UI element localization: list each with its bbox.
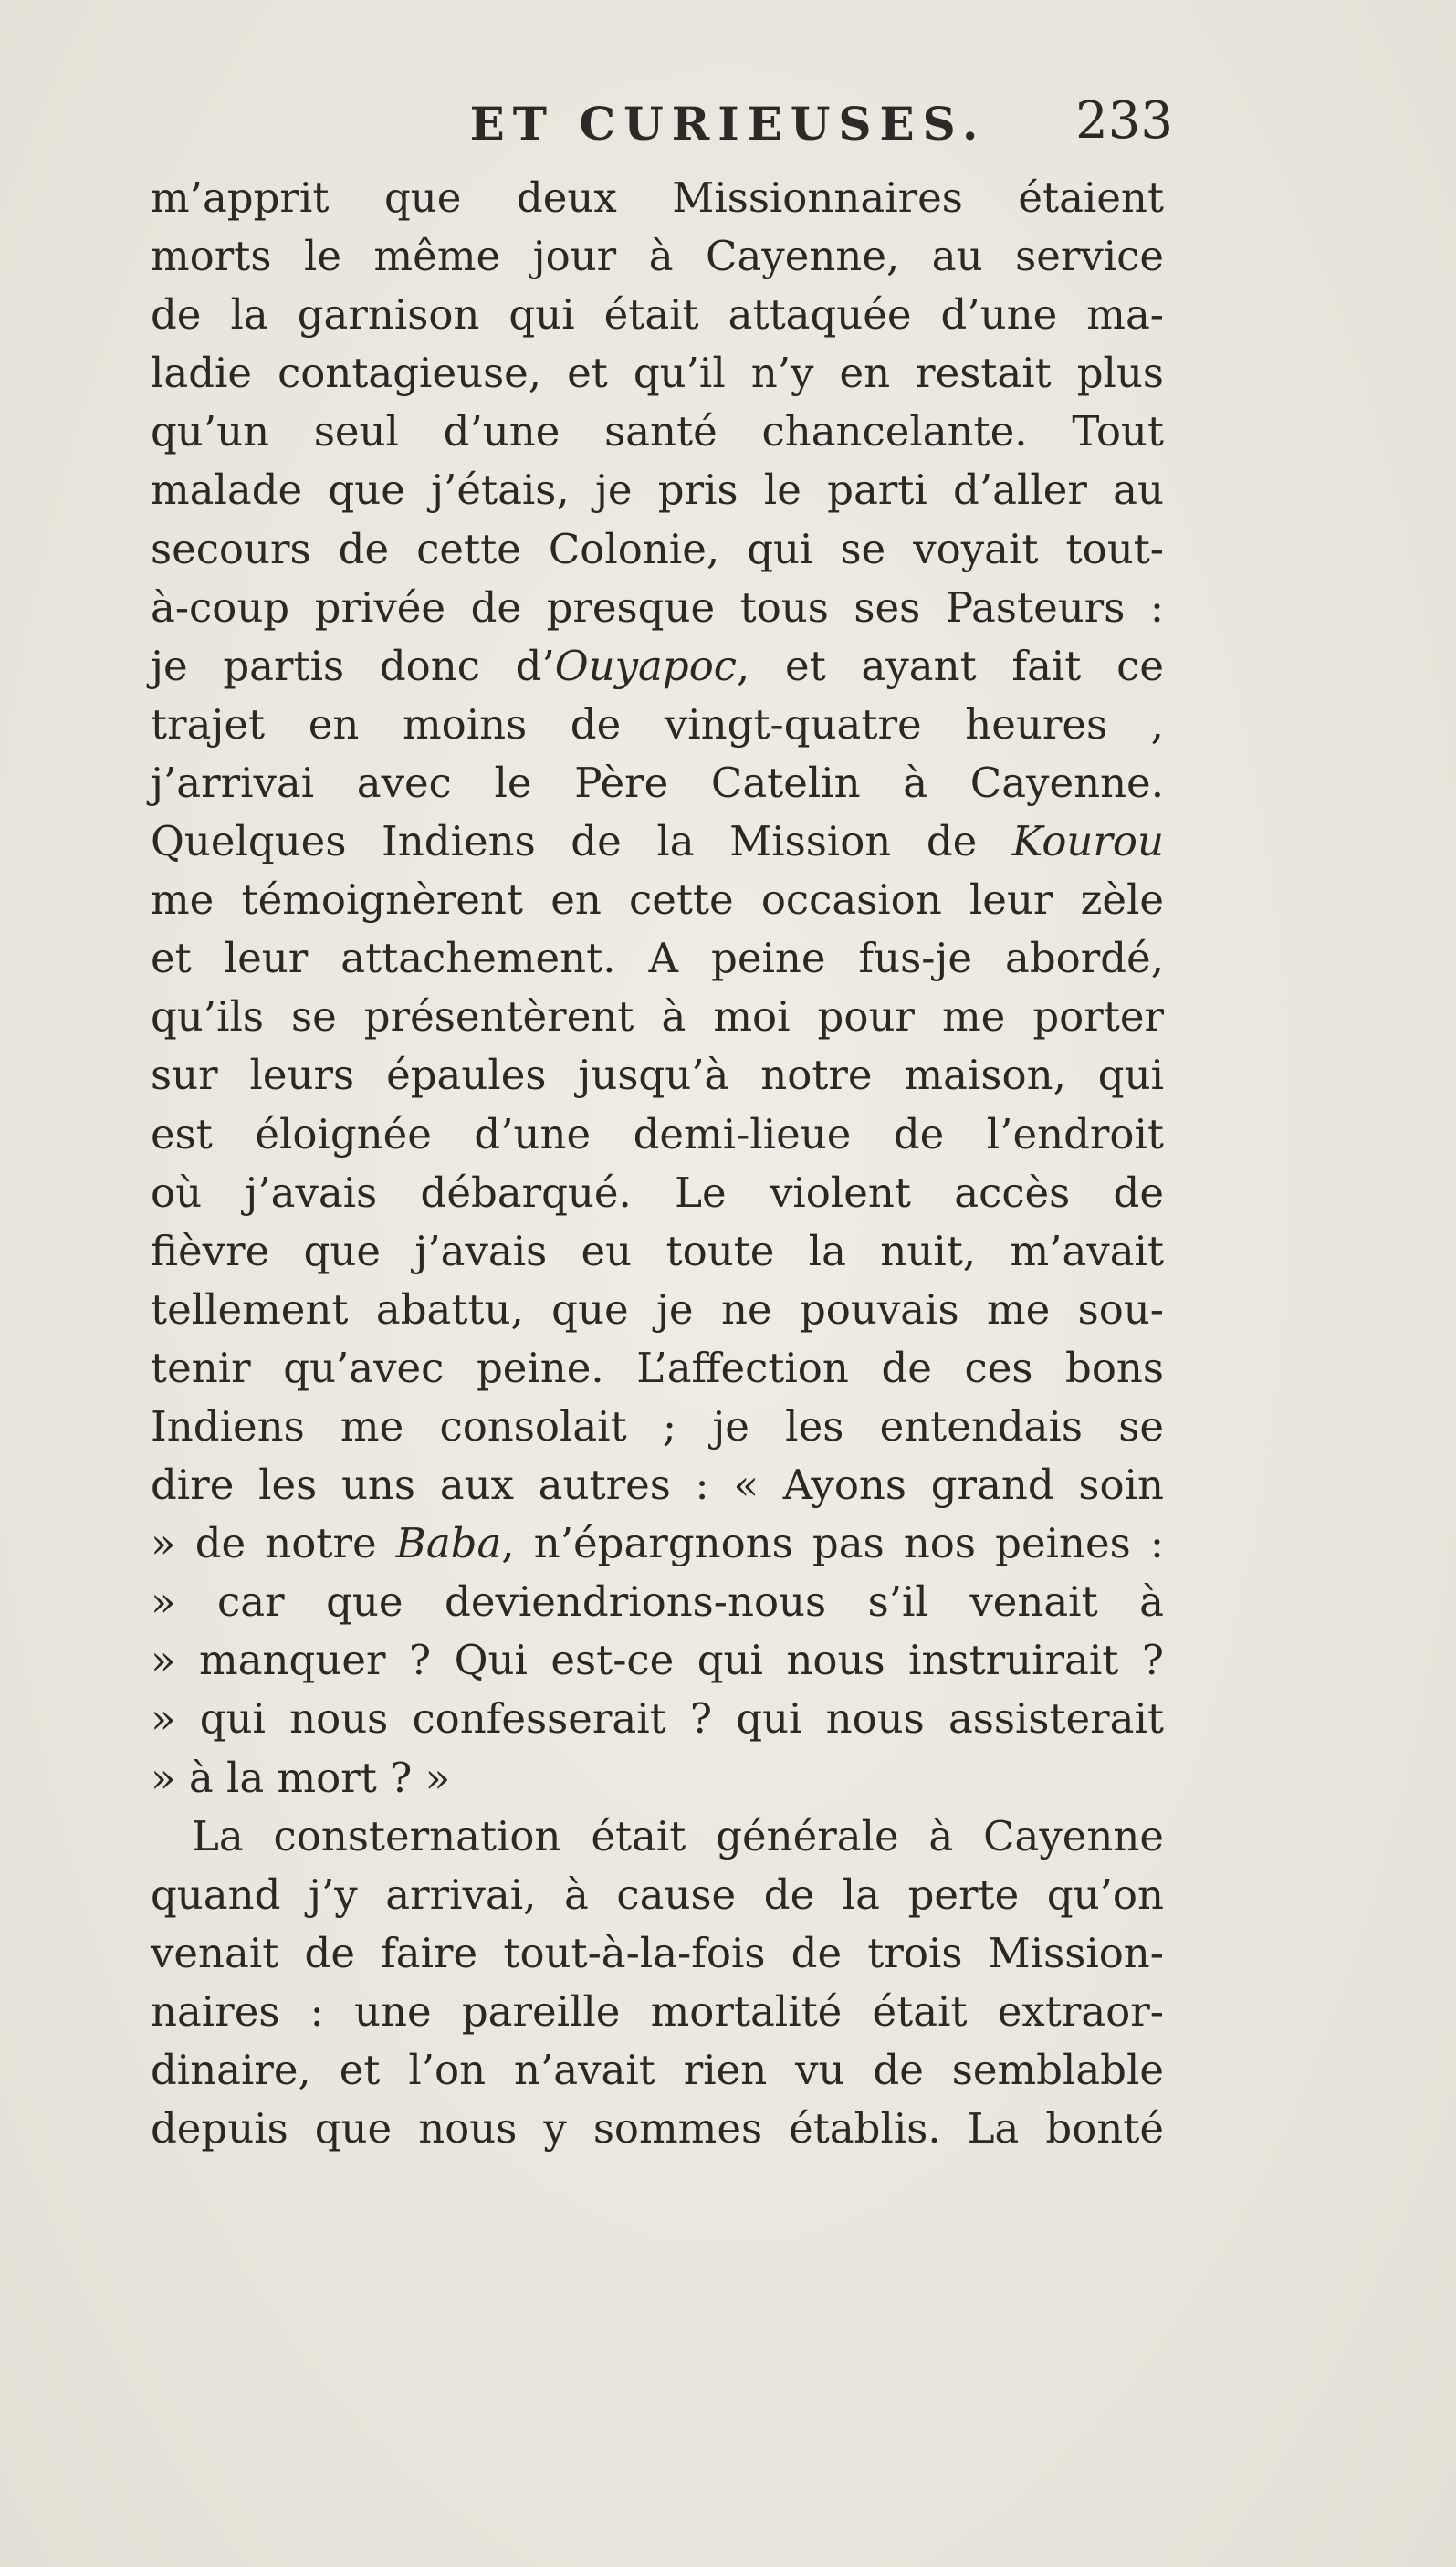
text-line: dire les uns aux autres : « Ayons grand soin [151,1461,1164,1510]
text-line: fièvre que j’avais eu toute la nuit, m’avait [151,1226,1164,1275]
text-line: à-coup privée de presque tous ses Pasteurs : [151,582,1164,632]
text-line [151,637,1164,696]
text-line: naires : une pareille mortalité était extraor- [151,1986,1164,2036]
text-line: où j’avais débarqué. Le violent accès de [151,1168,1164,1217]
running-head: ET CURIEUSES. [469,97,987,151]
text-line [151,1514,1164,1573]
text-line: La consternation était générale à Cayenne [192,1811,1164,1860]
text-line: » car que deviendrions-nous s’il venait à [151,1577,1164,1627]
text-line: venait de faire tout-à-la-fois de trois Mission- [151,1928,1164,1977]
text-line: trajet en moins de vingt-quatre heures , [151,699,1164,749]
text-line: sur leurs épaules jusqu’à notre maison, qui [151,1051,1164,1100]
text-line: malade que j’étais, je pris le parti d’aller au [151,466,1164,515]
text-line: et leur attachement. A peine fus-je abordé, [151,934,1164,983]
text-line: m’apprit que deux Missionnaires étaient [151,173,1164,222]
text-line: » qui nous confesserait ? qui nous assisterait [151,1694,1164,1744]
text-run: je partis donc d’ [151,641,555,690]
text-line: de la garnison qui était attaquée d’une ma- [151,290,1164,340]
text-line: est éloignée d’une demi-lieue de l’endroit [151,1109,1164,1158]
word-baba: Baba [395,1519,502,1568]
text-line: morts le même jour à Cayenne, au service [151,232,1164,281]
text-line: qu’un seul d’une santé chancelante. Tout [151,407,1164,456]
text-line: dinaire, et l’on n’avait rien vu de semblable [151,2046,1164,2094]
page-number: 233 [1075,91,1173,151]
text-line: quand j’y arrivai, à cause de la perte qu’on [151,1870,1164,1919]
text-line: » à la mort ? » [151,1753,451,1802]
place-name-ouyapoc: Ouyapoc [554,641,737,690]
body-text [151,169,1164,2158]
text-run: Quelques Indiens de la Mission de [151,817,1012,866]
text-line: Indiens me consolait ; je les entendais se [151,1401,1164,1451]
text-line: depuis que nous y sommes établis. La bonté [151,2104,1164,2153]
place-name-kourou: Kourou [1011,817,1164,866]
text-line: » manquer ? Qui est-ce qui nous instruirait ? [151,1636,1164,1685]
text-line [151,812,1164,871]
text-run: , n’épargnons pas nos peines : [501,1519,1164,1568]
text-line: qu’ils se présentèrent à moi pour me porter [151,992,1164,1042]
text-line: j’arrivai avec le Père Catelin à Cayenne. [151,758,1164,807]
text-line: tenir qu’avec peine. L’affection de ces bons [151,1343,1164,1392]
text-run: , et ayant fait ce [737,641,1164,690]
text-line: tellement abattu, que je ne pouvais me sou- [151,1284,1164,1334]
text-line: ladie contagieuse, et qu’il n’y en restait plus [151,349,1164,398]
text-line: secours de cette Colonie, qui se voyait tout- [151,524,1164,573]
text-run: » de notre [151,1519,396,1568]
page-header [0,91,1456,161]
text-line: me témoignèrent en cette occasion leur zèle [151,875,1164,925]
